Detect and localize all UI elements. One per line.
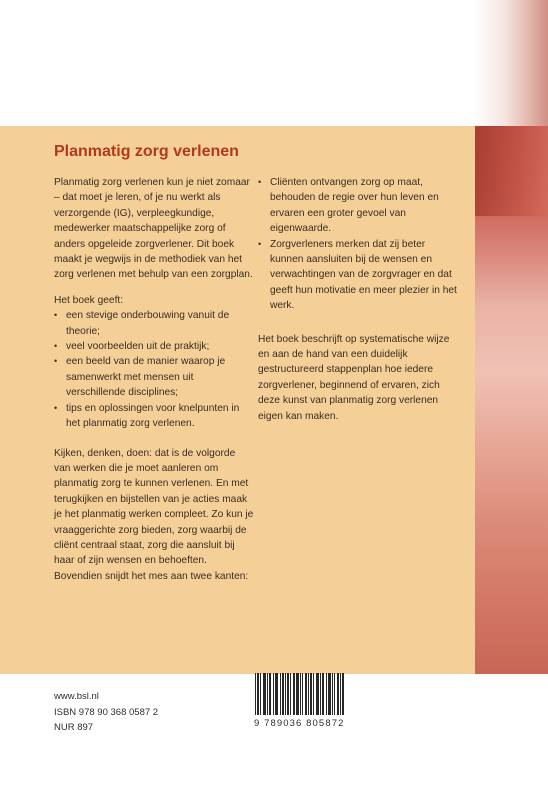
website-text: www.bsl.nl	[54, 691, 99, 702]
left-column	[54, 175, 254, 594]
nur-text: NUR 897	[54, 722, 94, 733]
list-item: • een beeld van de manier waarop je samenwerkt met mensen uit verschillende disciplines;	[54, 354, 254, 400]
cover-photo-top-edge	[474, 0, 548, 126]
isbn-text: ISBN 978 90 368 0587 2	[54, 706, 159, 718]
list-item: • een stevige onderbouwing vanuit de theorie;	[54, 308, 254, 339]
right-column	[258, 175, 458, 434]
top-white-band	[0, 0, 548, 126]
closing-paragraph: Het boek beschrijft op systematische wijze en aan de hand van een duidelijk gestructureerd stappenplan hoe iedere zorgverlener, beginnend of ervaren, zich deze kunst van planmatig zorg verlenen eigen kan maken.	[258, 333, 450, 422]
list-item: • veel voorbeelden uit de praktijk;	[54, 339, 254, 354]
list-item: • Zorgverleners merken dat zij beter kunnen aansluiten bij de wensen en verwachtingen van de zorgvrager en dat geeft hun motivatie en meer plezier in het werk.	[258, 237, 458, 314]
outro-paragraph: Kijken, denken, doen: dat is de volgorde van werken die je moet aanleren om planmatig zorg te kunnen verlenen. En met terugkijken en bijstellen van je acties maak je het planmatig werken compleet. Zo kun je vraaggerichte zorg bieden, zorg waarbij de cliënt centraal staat, zorg die aansluit bij haar of zijn wensen en behoeften. Bovendien snijdt het mes aan twee kanten:	[54, 447, 254, 582]
benefits-list	[54, 308, 254, 431]
barcode-icon	[255, 673, 345, 715]
intro-paragraph: Planmatig zorg verlenen kun je niet zomaar – dat moet je leren, of je nu werkt als verzorgende (IG), verpleegkundige, medewerker maatschappelijke zorg of anders opgeleide zorgverlener. Dit boek maakt je wegwijs in de methodiek van het zorg verlenen met behulp van een zorgplan.	[54, 177, 253, 281]
outcomes-list	[258, 175, 458, 314]
page-title: Planmatig zorg verlenen	[54, 143, 239, 160]
publisher-info	[54, 689, 158, 736]
list-item: • tips en oplossingen voor knelpunten in het planmatig zorg verlenen.	[54, 401, 254, 432]
barcode-number: 9 789036 805872	[254, 718, 345, 729]
list-intro: Het boek geeft:	[54, 294, 124, 306]
list-item: • Cliënten ontvangen zorg op maat, behouden de regie over hun leven en ervaren een groter gevoel van eigenwaarde.	[258, 175, 458, 237]
cover-photo-shadow	[475, 126, 548, 216]
